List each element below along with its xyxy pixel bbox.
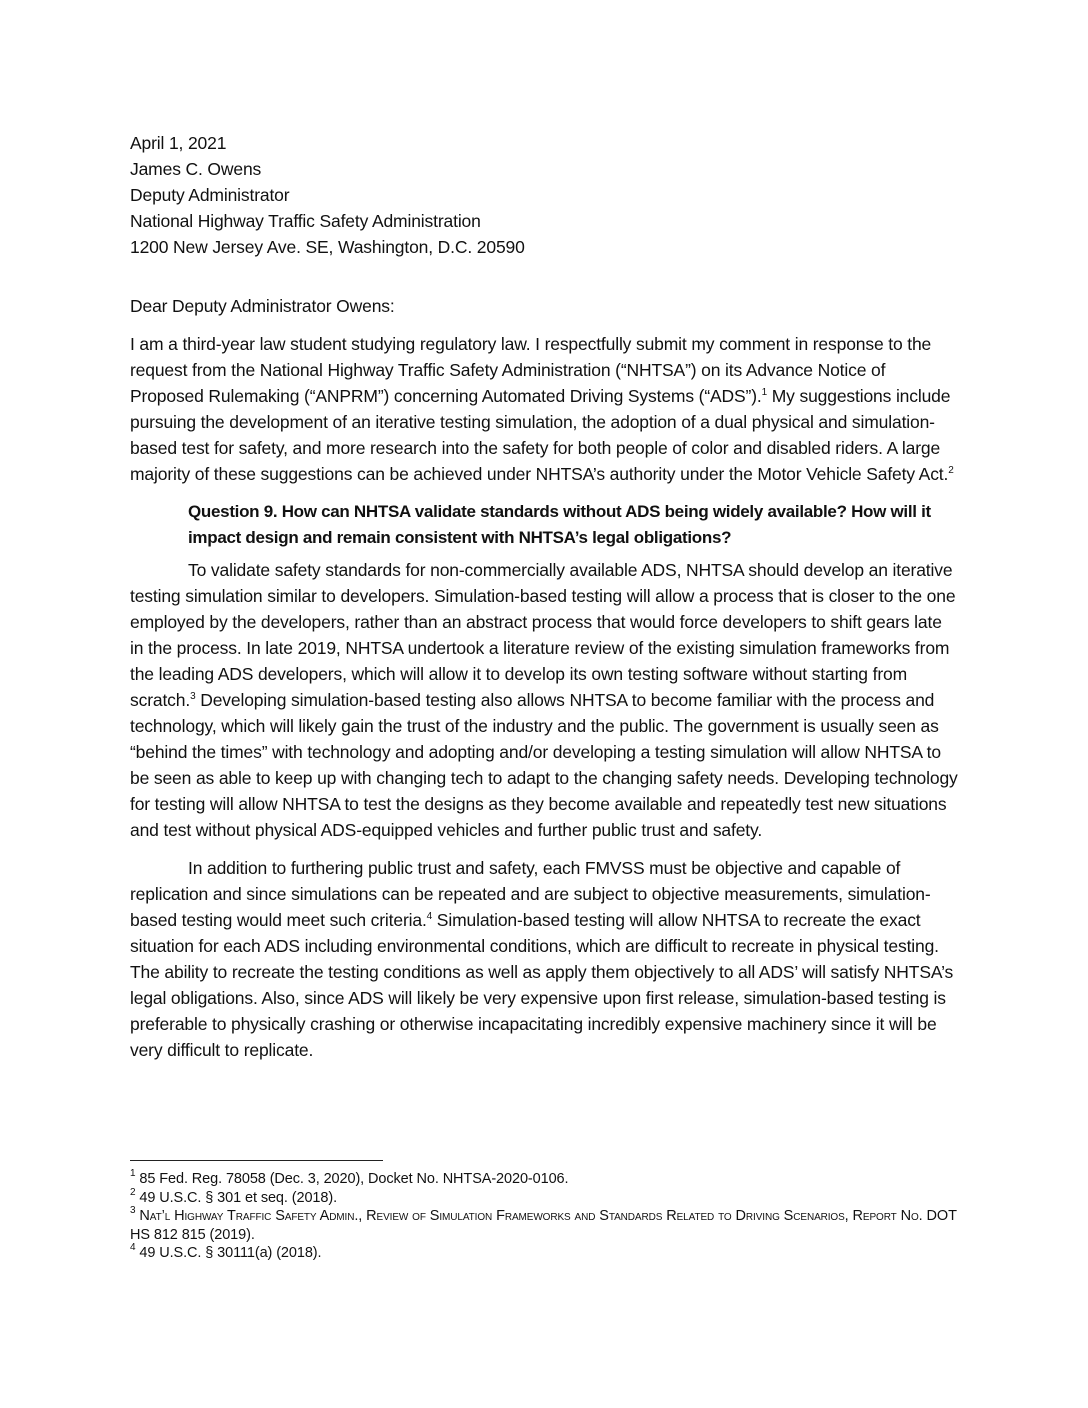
footnote-ref-2: 2 bbox=[948, 465, 954, 476]
footnotes bbox=[130, 1170, 960, 1263]
footnote-ref-3: 3 bbox=[190, 691, 196, 702]
body-paragraph-2 bbox=[130, 855, 958, 1063]
recipient-name: James C. Owens bbox=[130, 159, 262, 179]
intro-paragraph bbox=[130, 331, 958, 487]
footnote-ref-4: 4 bbox=[426, 911, 433, 922]
footnote-3 bbox=[130, 1207, 960, 1244]
recipient-address: 1200 New Jersey Ave. SE, Washington, D.C. 20590 bbox=[130, 237, 525, 257]
salutation: Dear Deputy Administrator Owens: bbox=[130, 296, 395, 316]
question-heading: Question 9. How can NHTSA validate standards without ADS being widely available? How will it impact design and remain consistent with NHTSA’s legal obligations? bbox=[188, 502, 931, 547]
para-1-text-1: To validate safety standards for non-commercially available ADS, NHTSA should develop an iterative testing simulation similar to developers. Simulation-based testing will allow a process that is closer to the one employed by the developers, rather than an abstract process that would force developers to shift gears late in the process. In late 2019, NHTSA undertook a literature review of the existing simulation frameworks from the leading ADS developers, which will allow it to develop its own testing software without starting from scratch. bbox=[130, 560, 956, 710]
footnote-number: 2 bbox=[130, 1186, 136, 1198]
recipient-title: Deputy Administrator bbox=[130, 185, 290, 205]
footnote-2 bbox=[130, 1186, 960, 1208]
footnote-number: 1 bbox=[130, 1168, 136, 1179]
footnote-text: DOT HS 812 815 (2019). bbox=[130, 1208, 957, 1243]
footnote-number: 3 bbox=[130, 1205, 136, 1216]
footnote-1 bbox=[130, 1170, 960, 1189]
footnote-4 bbox=[130, 1244, 960, 1263]
letter-body bbox=[130, 130, 958, 1063]
footnote-source-title: Nat’l Highway Traffic Safety Admin., Review of Simulation Frameworks and Standards Related to Driving Scenarios, Report No. bbox=[135, 1208, 923, 1224]
recipient-org: National Highway Traffic Safety Administration bbox=[130, 211, 481, 231]
body-paragraph-1 bbox=[130, 557, 958, 843]
footnote-text: 85 Fed. Reg. 78058 (Dec. 3, 2020), Docket No. NHTSA-2020-0106. bbox=[135, 1171, 569, 1187]
footnote-text: 49 U.S.C. § 301 et seq. (2018). bbox=[135, 1189, 337, 1206]
intro-text-2: My suggestions include pursuing the development of an iterative testing simulation, the adoption of a dual physical and simulation-based test for safety, and more research into the safety for both people of color and disabled riders. A large majority of these suggestions can be achieved under NHTSA’s authority under the Motor Vehicle Safety Act. bbox=[130, 386, 951, 484]
footnote-ref-1: 1 bbox=[761, 387, 768, 398]
address-block bbox=[130, 130, 958, 260]
para-1-text-2: Developing simulation-based testing also allows NHTSA to become familiar with the process and technology, which will likely gain the trust of the industry and the public. The government is usually seen as “behind the times” with technology and adopting and/or developing a testing simulation will allow NHTSA to be seen as able to keep up with changing tech to adapt to the changing safety needs. Developing technology for testing will allow NHTSA to test the designs as they become available and repeatedly test new situations and test without physical ADS-equipped vehicles and further public trust and safety. bbox=[130, 690, 958, 840]
para-2-text-2: Simulation-based testing will allow NHTSA to recreate the exact situation for each ADS including environmental conditions, which are difficult to recreate in physical testing. The ability to recreate the testing conditions as well as apply them objectively to all ADS’ will satisfy NHTSA’s legal obligations. Also, since ADS will likely be very expensive upon first release, simulation-based testing is preferable to physically crashing or otherwise incapacitating incredibly expensive machinery since it will be very difficult to replicate. bbox=[130, 910, 954, 1060]
footnote-divider bbox=[130, 1160, 383, 1161]
intro-text-1: I am a third-year law student studying regulatory law. I respectfully submit my comment in response to the request from the National Highway Traffic Safety Administration (“NHTSA”) on its Advance Notice of Proposed Rulemaking (“ANPRM”) concerning Automated Driving Systems (“ADS”). bbox=[130, 334, 932, 406]
footnote-number: 4 bbox=[130, 1242, 136, 1253]
footnote-text: 49 U.S.C. § 30111(a) (2018). bbox=[135, 1245, 322, 1261]
letter-date: April 1, 2021 bbox=[130, 133, 227, 153]
para-2-text-1: In addition to furthering public trust and safety, each FMVSS must be objective and capable of replication and since simulations can be repeated and are subject to objective measurements, simulation-based testing would meet such criteria. bbox=[130, 858, 931, 930]
